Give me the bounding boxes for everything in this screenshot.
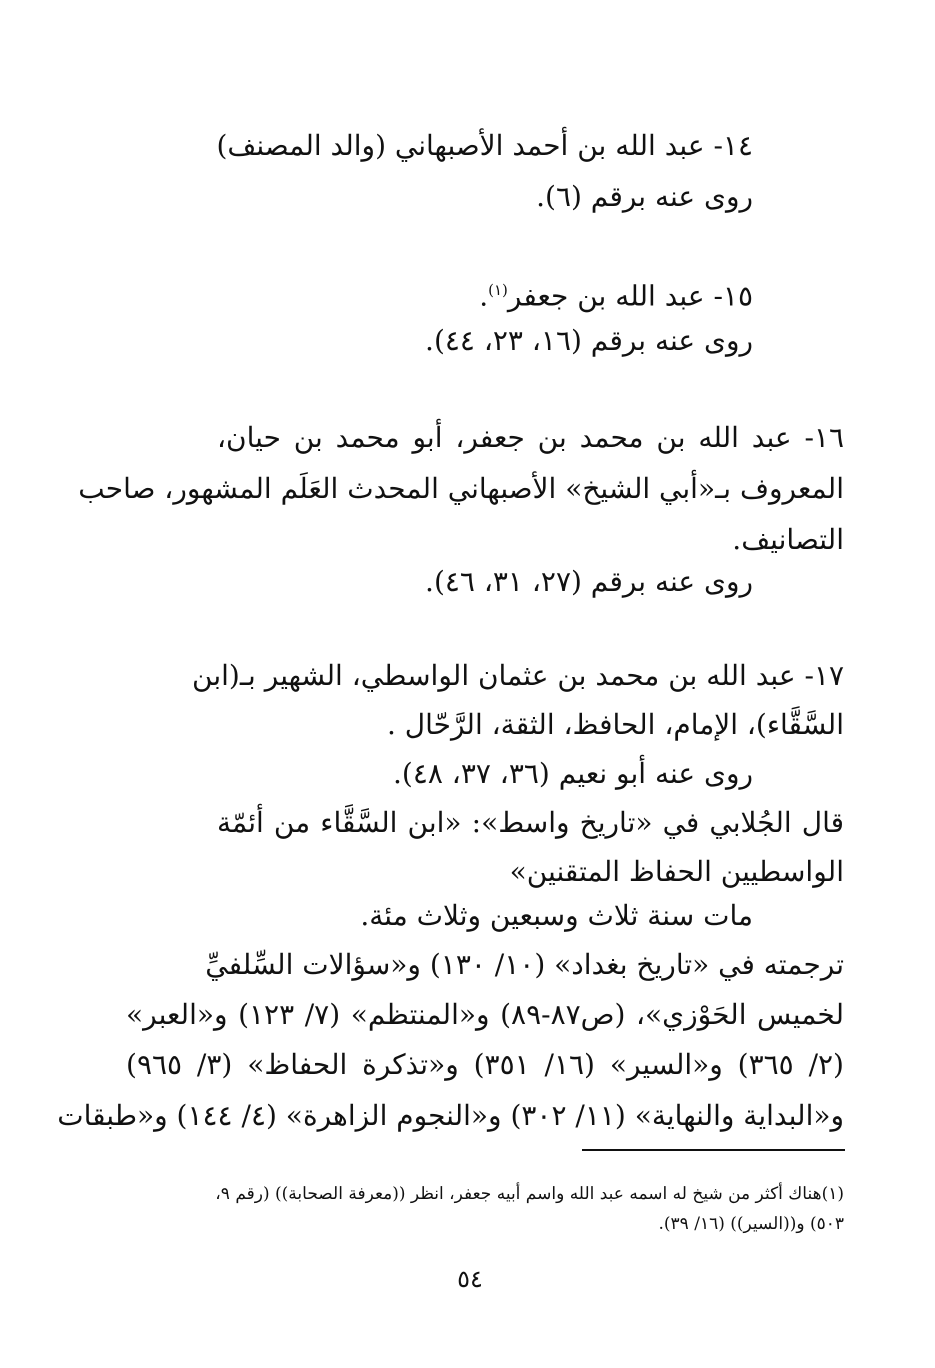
entry-16-line-2: المعروف بـ«أبي الشيخ» الأصبهاني المحدث العَلَم المشهور، صاحب	[78, 472, 844, 505]
page-number: ٥٤	[457, 1265, 483, 1293]
entry-17-refs-line-3: (٢/ ٣٦٥) و«السير» (١٦/ ٣٥١) و«تذكرة الحفاظ» (٣/ ٩٦٥)	[126, 1048, 844, 1081]
entry-14-narration: روى عنه برقم (٦).	[536, 180, 753, 213]
entry-17-refs-line-2: لخميس الحَوْزي»، (ص٨٧-٨٩) و«المنتظم» (٧/ ١٢٣) و«العبر»	[126, 998, 844, 1031]
footnote-separator	[582, 1149, 845, 1151]
footnote-line-2: ٥٠٣) و((السير)) (١٦/ ٣٩).	[658, 1214, 844, 1234]
entry-15-narration: روى عنه برقم (١٦، ٢٣، ٤٤).	[425, 324, 753, 357]
entry-16-narration: روى عنه برقم (٢٧، ٣١، ٤٦).	[425, 565, 753, 598]
entry-16-heading: ١٦- عبد الله بن محمد بن جعفر، أبو محمد بن حيان،	[217, 421, 844, 454]
entry-17-quote-line-1: قال الجُلابي في «تاريخ واسط»: «ابن السَّقَّاء من أئمّة	[217, 806, 844, 839]
entry-17-quote-line-2: الواسطيين الحفاظ المتقنين»	[509, 855, 844, 888]
entry-15-heading	[479, 270, 753, 313]
entry-14-heading: ١٤- عبد الله بن أحمد الأصبهاني (والد المصنف)	[216, 129, 753, 162]
entry-17-refs-line-4: و«البداية والنهاية» (١١/ ٣٠٢) و«النجوم الزاهرة» (٤/ ١٤٤) و«طبقات	[57, 1099, 844, 1132]
footnote-marker: (١)	[488, 281, 508, 299]
entry-17-narration: روى عنه أبو نعيم (٣٦، ٣٧، ٤٨).	[392, 757, 753, 790]
entry-17-death: مات سنة ثلاث وسبعين وثلاث مئة.	[360, 899, 753, 932]
entry-17-line-2: السَّقَّاء)، الإمام، الحافظ، الثقة، الرَّحّال .	[387, 708, 844, 741]
footnote-line-1: (١)هناك أكثر من شيخ له اسمه عبد الله واسم أبيه جعفر، انظر ((معرفة الصحابة)) (رقم ٩،	[215, 1184, 844, 1204]
entry-15-heading-text: ١٥- عبد الله بن جعفر	[507, 279, 753, 313]
entry-15-heading-period: .	[479, 279, 489, 313]
entry-17-heading: ١٧- عبد الله بن محمد بن عثمان الواسطي، الشهير بـ(ابن	[192, 659, 844, 692]
entry-17-refs-line-1: ترجمته في «تاريخ بغداد» (١٠/ ١٣٠) و«سؤالات السِّلفيِّ	[205, 948, 844, 981]
entry-16-line-3: التصانيف.	[732, 523, 844, 556]
